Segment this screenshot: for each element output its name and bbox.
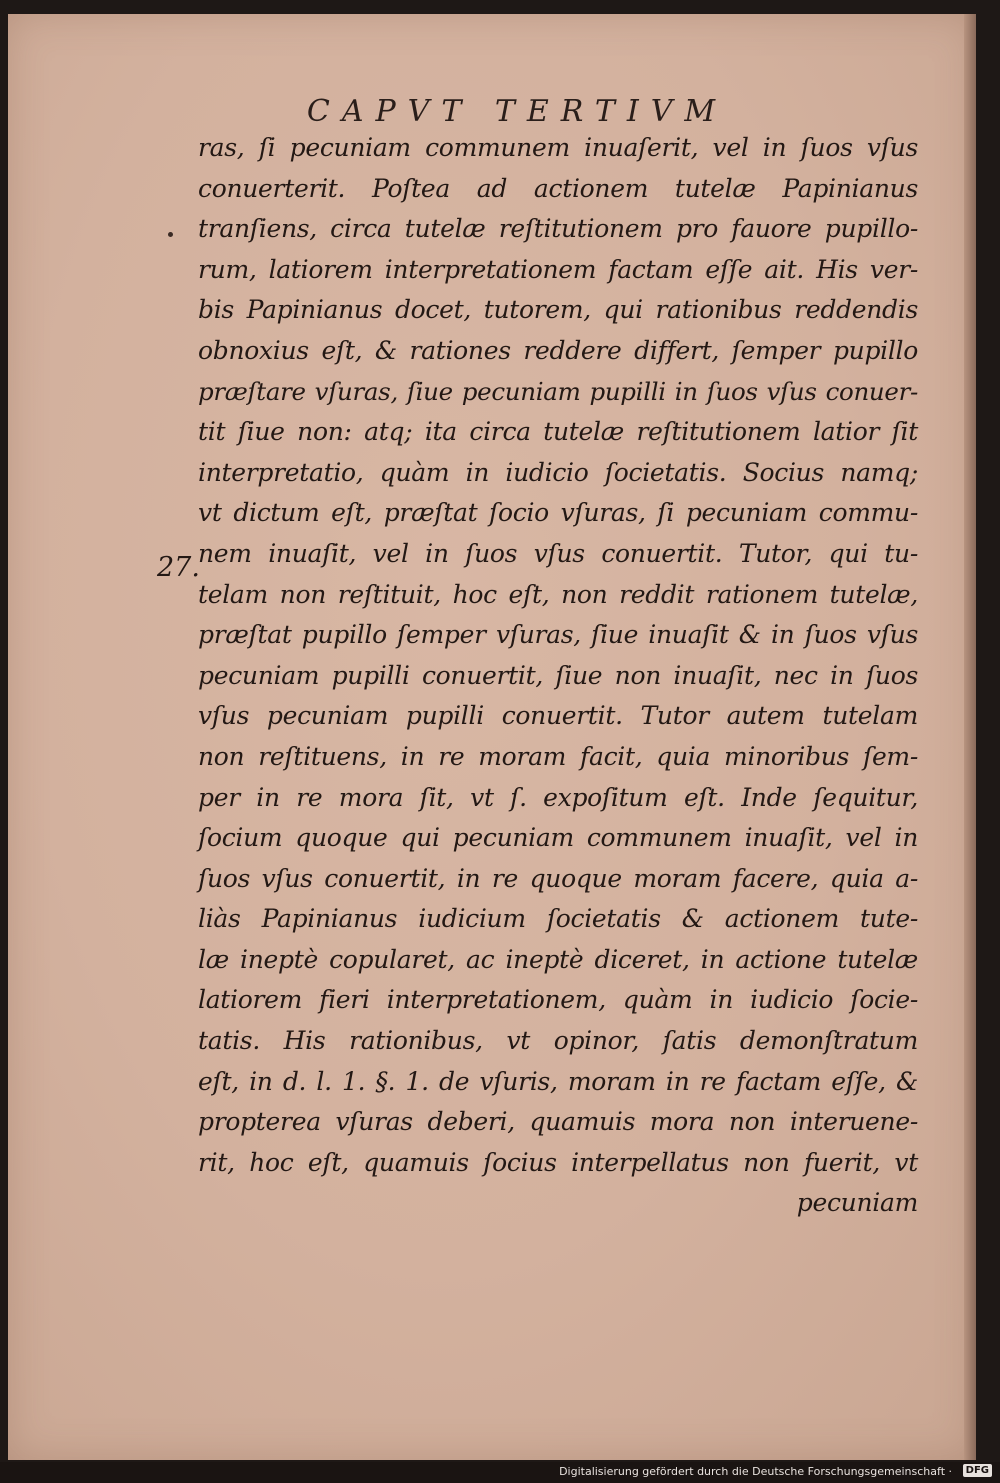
page-edge (964, 14, 976, 1460)
text-line: ſocium quoque qui pecuniam communem inuaſit, vel in (198, 823, 918, 853)
text-line: telam non reſtituit, hoc eſt, non reddit rationem tutelæ, (198, 579, 918, 609)
text-line: non reſtituens, in re moram facit, quia minoribus ſem- (198, 741, 918, 771)
text-line: latiorem fieri interpretationem, quàm in iudicio ſocie- (198, 985, 918, 1015)
text-line: præſtare vſuras, ſiue pecuniam pupilli in ſuos vſus conuer- (198, 376, 918, 406)
text-line: vt dictum eſt, præſtat ſocio vſuras, ſi pecuniam commu- (198, 498, 918, 528)
text-line: vſus pecuniam pupilli conuertit. Tutor autem tutelam (198, 701, 918, 731)
text-line: ſuos vſus conuertit, in re quoque moram facere, quia a- (198, 863, 918, 893)
text-line: interpretatio, quàm in iudicio ſocietatis. Socius namq; (198, 457, 918, 487)
text-line: obnoxius eſt, & rationes reddere differt, ſemper pupillo (198, 335, 918, 365)
margin-mark (168, 232, 173, 237)
dfg-logo-icon: DFG (963, 1464, 992, 1477)
text-line: ras, ſi pecuniam communem inuaſerit, vel in ſuos vſus (198, 133, 918, 162)
body-text (198, 128, 918, 1224)
text-line: per in re mora ſit, vt ſ. expoſitum eſt. Inde ſequitur, (198, 782, 918, 812)
text-line: præſtat pupillo ſemper vſuras, ſiue inuaſit & in ſuos vſus (198, 620, 918, 650)
text-line: nem inuaſit, vel in ſuos vſus conuertit. Tutor, qui tu- (198, 538, 918, 568)
text-line: pecuniam (796, 1188, 918, 1218)
running-head: CAPVT TERTIVM (306, 94, 728, 129)
text-line: tranſiens, circa tutelæ reſtitutionem pro fauore pupillo- (198, 214, 918, 244)
text-line: læ ineptè copularet, ac ineptè diceret, in actione tutelæ (198, 944, 918, 974)
text-line: eſt, in d. l. 1. §. 1. de vſuris, moram in re factam eſſe, & (198, 1066, 918, 1096)
text-line: propterea vſuras deberi, quamuis mora non interuene- (198, 1107, 918, 1137)
footer-credit: Digitalisierung gefördert durch die Deutsche Forschungsgemeinschaft · (559, 1465, 952, 1478)
text-line: pecuniam pupilli conuertit, ſiue non inuaſit, nec in ſuos (198, 660, 918, 690)
text-line: tit ſiue non: atq; ita circa tutelæ reſtitutionem latior ſit (198, 417, 918, 447)
text-line: rit, hoc eſt, quamuis ſocius interpellatus non fuerit, vt (198, 1147, 918, 1177)
text-line: tatis. His rationibus, vt opinor, ſatis demonſtratum (198, 1026, 918, 1056)
text-line: liàs Papinianus iudicium ſocietatis & actionem tute- (198, 904, 918, 934)
margin-number: 27. (157, 552, 200, 583)
text-line: bis Papinianus docet, tutorem, qui rationibus reddendis (198, 295, 918, 325)
text-line: rum, latiorem interpretationem factam eſſe ait. His ver- (198, 254, 918, 284)
text-line: conuerterit. Poſtea ad actionem tutelæ Papinianus (198, 173, 918, 203)
